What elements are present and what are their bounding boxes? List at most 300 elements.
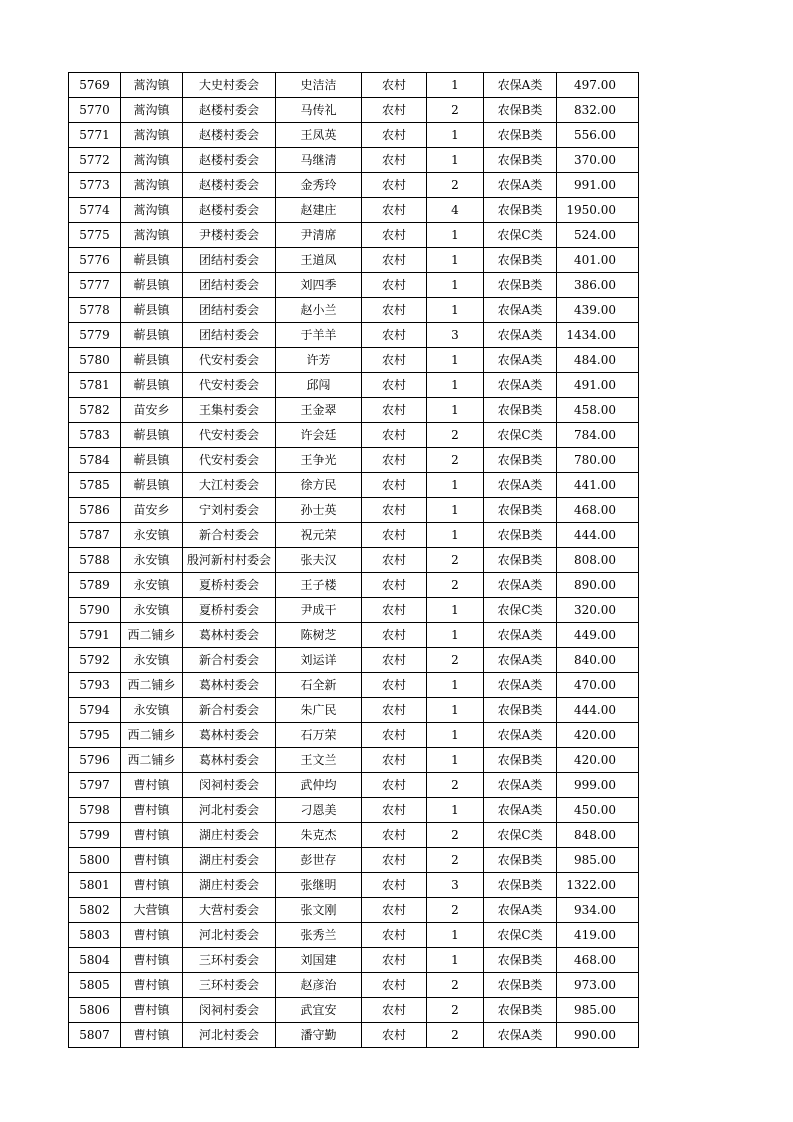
town-cell: 苗安乡 [121, 498, 183, 523]
town-cell: 蒿沟镇 [121, 173, 183, 198]
amount-cell: 439.00 [557, 298, 639, 323]
household-count-cell: 1 [427, 498, 484, 523]
town-cell: 蕲县镇 [121, 298, 183, 323]
area-type-cell: 农村 [362, 1023, 427, 1048]
amount-cell: 990.00 [557, 1023, 639, 1048]
serial-number-cell: 5773 [69, 173, 121, 198]
town-cell: 西二铺乡 [121, 623, 183, 648]
amount-cell: 449.00 [557, 623, 639, 648]
area-type-cell: 农村 [362, 998, 427, 1023]
table-row [69, 423, 639, 448]
town-cell: 蕲县镇 [121, 473, 183, 498]
table-row [69, 348, 639, 373]
insurance-category-cell: 农保C类 [484, 598, 557, 623]
name-cell: 朱克杰 [276, 823, 362, 848]
amount-cell: 468.00 [557, 498, 639, 523]
household-count-cell: 1 [427, 948, 484, 973]
serial-number-cell: 5807 [69, 1023, 121, 1048]
table-row [69, 298, 639, 323]
area-type-cell: 农村 [362, 323, 427, 348]
serial-number-cell: 5786 [69, 498, 121, 523]
area-type-cell: 农村 [362, 398, 427, 423]
town-cell: 西二铺乡 [121, 748, 183, 773]
town-cell: 永安镇 [121, 548, 183, 573]
town-cell: 蕲县镇 [121, 323, 183, 348]
name-cell: 王道凤 [276, 248, 362, 273]
household-count-cell: 2 [427, 773, 484, 798]
amount-cell: 991.00 [557, 173, 639, 198]
insurance-category-cell: 农保A类 [484, 348, 557, 373]
table-row [69, 648, 639, 673]
insurance-category-cell: 农保B类 [484, 948, 557, 973]
name-cell: 赵彦治 [276, 973, 362, 998]
table-row [69, 173, 639, 198]
area-type-cell: 农村 [362, 173, 427, 198]
serial-number-cell: 5769 [69, 73, 121, 98]
table-row [69, 248, 639, 273]
name-cell: 武宜安 [276, 998, 362, 1023]
household-count-cell: 1 [427, 73, 484, 98]
area-type-cell: 农村 [362, 698, 427, 723]
area-type-cell: 农村 [362, 573, 427, 598]
insurance-category-cell: 农保A类 [484, 648, 557, 673]
amount-cell: 985.00 [557, 998, 639, 1023]
amount-cell: 419.00 [557, 923, 639, 948]
area-type-cell: 农村 [362, 498, 427, 523]
household-count-cell: 3 [427, 323, 484, 348]
household-count-cell: 1 [427, 348, 484, 373]
serial-number-cell: 5803 [69, 923, 121, 948]
town-cell: 永安镇 [121, 523, 183, 548]
table-row [69, 998, 639, 1023]
name-cell: 张夫汉 [276, 548, 362, 573]
table-row [69, 448, 639, 473]
name-cell: 陈树芝 [276, 623, 362, 648]
area-type-cell: 农村 [362, 623, 427, 648]
table-row [69, 523, 639, 548]
name-cell: 刘运详 [276, 648, 362, 673]
town-cell: 曹村镇 [121, 998, 183, 1023]
insurance-category-cell: 农保A类 [484, 773, 557, 798]
household-count-cell: 1 [427, 673, 484, 698]
serial-number-cell: 5770 [69, 98, 121, 123]
village-committee-cell: 三环村委会 [183, 973, 276, 998]
name-cell: 彭世存 [276, 848, 362, 873]
table-row [69, 473, 639, 498]
amount-cell: 985.00 [557, 848, 639, 873]
name-cell: 王子楼 [276, 573, 362, 598]
name-cell: 史洁洁 [276, 73, 362, 98]
village-committee-cell: 闵祠村委会 [183, 773, 276, 798]
table-row [69, 73, 639, 98]
serial-number-cell: 5790 [69, 598, 121, 623]
amount-cell: 832.00 [557, 98, 639, 123]
area-type-cell: 农村 [362, 898, 427, 923]
amount-cell: 808.00 [557, 548, 639, 573]
town-cell: 蕲县镇 [121, 273, 183, 298]
household-count-cell: 1 [427, 373, 484, 398]
town-cell: 蕲县镇 [121, 373, 183, 398]
insurance-category-cell: 农保B类 [484, 873, 557, 898]
name-cell: 赵小兰 [276, 298, 362, 323]
amount-cell: 840.00 [557, 648, 639, 673]
insurance-category-cell: 农保A类 [484, 673, 557, 698]
village-committee-cell: 殷河新村村委会 [183, 548, 276, 573]
town-cell: 蒿沟镇 [121, 198, 183, 223]
insurance-category-cell: 农保A类 [484, 173, 557, 198]
amount-cell: 401.00 [557, 248, 639, 273]
village-committee-cell: 赵楼村委会 [183, 173, 276, 198]
amount-cell: 1950.00 [557, 198, 639, 223]
serial-number-cell: 5806 [69, 998, 121, 1023]
name-cell: 许芳 [276, 348, 362, 373]
table-row [69, 898, 639, 923]
village-committee-cell: 团结村委会 [183, 323, 276, 348]
name-cell: 石全新 [276, 673, 362, 698]
serial-number-cell: 5801 [69, 873, 121, 898]
amount-cell: 780.00 [557, 448, 639, 473]
serial-number-cell: 5796 [69, 748, 121, 773]
name-cell: 张文刚 [276, 898, 362, 923]
insurance-category-cell: 农保A类 [484, 723, 557, 748]
name-cell: 孙士英 [276, 498, 362, 523]
village-committee-cell: 团结村委会 [183, 273, 276, 298]
table-row [69, 948, 639, 973]
amount-cell: 320.00 [557, 598, 639, 623]
table-row [69, 273, 639, 298]
insurance-category-cell: 农保B类 [484, 748, 557, 773]
insurance-category-cell: 农保C类 [484, 923, 557, 948]
household-count-cell: 1 [427, 798, 484, 823]
serial-number-cell: 5772 [69, 148, 121, 173]
village-committee-cell: 河北村委会 [183, 798, 276, 823]
table-row [69, 373, 639, 398]
village-committee-cell: 夏桥村委会 [183, 598, 276, 623]
area-type-cell: 农村 [362, 373, 427, 398]
table-row [69, 773, 639, 798]
serial-number-cell: 5792 [69, 648, 121, 673]
village-committee-cell: 葛林村委会 [183, 673, 276, 698]
village-committee-cell: 代安村委会 [183, 348, 276, 373]
table-row [69, 823, 639, 848]
town-cell: 曹村镇 [121, 848, 183, 873]
area-type-cell: 农村 [362, 348, 427, 373]
village-committee-cell: 三环村委会 [183, 948, 276, 973]
table-row [69, 673, 639, 698]
village-committee-cell: 新合村委会 [183, 648, 276, 673]
name-cell: 尹清席 [276, 223, 362, 248]
amount-cell: 491.00 [557, 373, 639, 398]
household-count-cell: 3 [427, 873, 484, 898]
village-committee-cell: 夏桥村委会 [183, 573, 276, 598]
town-cell: 曹村镇 [121, 1023, 183, 1048]
name-cell: 王争光 [276, 448, 362, 473]
area-type-cell: 农村 [362, 923, 427, 948]
name-cell: 朱广民 [276, 698, 362, 723]
household-count-cell: 2 [427, 423, 484, 448]
area-type-cell: 农村 [362, 198, 427, 223]
name-cell: 潘守勤 [276, 1023, 362, 1048]
assistance-ledger-table [68, 72, 639, 1048]
area-type-cell: 农村 [362, 673, 427, 698]
serial-number-cell: 5794 [69, 698, 121, 723]
insurance-category-cell: 农保C类 [484, 823, 557, 848]
amount-cell: 441.00 [557, 473, 639, 498]
town-cell: 曹村镇 [121, 798, 183, 823]
household-count-cell: 1 [427, 748, 484, 773]
town-cell: 蒿沟镇 [121, 223, 183, 248]
village-committee-cell: 大营村委会 [183, 898, 276, 923]
town-cell: 曹村镇 [121, 873, 183, 898]
amount-cell: 1322.00 [557, 873, 639, 898]
name-cell: 许会廷 [276, 423, 362, 448]
serial-number-cell: 5804 [69, 948, 121, 973]
serial-number-cell: 5784 [69, 448, 121, 473]
table-row [69, 623, 639, 648]
area-type-cell: 农村 [362, 73, 427, 98]
town-cell: 蕲县镇 [121, 423, 183, 448]
town-cell: 蒿沟镇 [121, 123, 183, 148]
name-cell: 邱闯 [276, 373, 362, 398]
table-row [69, 198, 639, 223]
village-committee-cell: 代安村委会 [183, 373, 276, 398]
area-type-cell: 农村 [362, 298, 427, 323]
insurance-category-cell: 农保B类 [484, 973, 557, 998]
town-cell: 蕲县镇 [121, 248, 183, 273]
area-type-cell: 农村 [362, 523, 427, 548]
serial-number-cell: 5783 [69, 423, 121, 448]
amount-cell: 458.00 [557, 398, 639, 423]
amount-cell: 973.00 [557, 973, 639, 998]
household-count-cell: 2 [427, 548, 484, 573]
household-count-cell: 1 [427, 723, 484, 748]
table-row [69, 748, 639, 773]
amount-cell: 556.00 [557, 123, 639, 148]
household-count-cell: 1 [427, 273, 484, 298]
household-count-cell: 1 [427, 473, 484, 498]
name-cell: 于羊羊 [276, 323, 362, 348]
insurance-category-cell: 农保B类 [484, 198, 557, 223]
household-count-cell: 2 [427, 848, 484, 873]
area-type-cell: 农村 [362, 648, 427, 673]
serial-number-cell: 5793 [69, 673, 121, 698]
serial-number-cell: 5798 [69, 798, 121, 823]
serial-number-cell: 5789 [69, 573, 121, 598]
household-count-cell: 2 [427, 973, 484, 998]
amount-cell: 444.00 [557, 698, 639, 723]
insurance-category-cell: 农保A类 [484, 73, 557, 98]
insurance-category-cell: 农保B类 [484, 698, 557, 723]
town-cell: 蕲县镇 [121, 448, 183, 473]
area-type-cell: 农村 [362, 948, 427, 973]
household-count-cell: 2 [427, 998, 484, 1023]
town-cell: 永安镇 [121, 648, 183, 673]
village-committee-cell: 宁刘村委会 [183, 498, 276, 523]
village-committee-cell: 赵楼村委会 [183, 98, 276, 123]
serial-number-cell: 5780 [69, 348, 121, 373]
household-count-cell: 4 [427, 198, 484, 223]
village-committee-cell: 湖庄村委会 [183, 873, 276, 898]
serial-number-cell: 5805 [69, 973, 121, 998]
name-cell: 张秀兰 [276, 923, 362, 948]
serial-number-cell: 5799 [69, 823, 121, 848]
serial-number-cell: 5781 [69, 373, 121, 398]
amount-cell: 370.00 [557, 148, 639, 173]
name-cell: 金秀玲 [276, 173, 362, 198]
amount-cell: 470.00 [557, 673, 639, 698]
village-committee-cell: 葛林村委会 [183, 748, 276, 773]
amount-cell: 497.00 [557, 73, 639, 98]
household-count-cell: 1 [427, 123, 484, 148]
area-type-cell: 农村 [362, 723, 427, 748]
area-type-cell: 农村 [362, 223, 427, 248]
insurance-category-cell: 农保A类 [484, 623, 557, 648]
ledger-body [69, 73, 639, 1048]
village-committee-cell: 新合村委会 [183, 523, 276, 548]
table-row [69, 223, 639, 248]
household-count-cell: 2 [427, 898, 484, 923]
insurance-category-cell: 农保B类 [484, 123, 557, 148]
area-type-cell: 农村 [362, 823, 427, 848]
serial-number-cell: 5777 [69, 273, 121, 298]
amount-cell: 524.00 [557, 223, 639, 248]
insurance-category-cell: 农保B类 [484, 998, 557, 1023]
area-type-cell: 农村 [362, 848, 427, 873]
name-cell: 祝元荣 [276, 523, 362, 548]
village-committee-cell: 赵楼村委会 [183, 123, 276, 148]
table-row [69, 1023, 639, 1048]
serial-number-cell: 5782 [69, 398, 121, 423]
household-count-cell: 2 [427, 1023, 484, 1048]
village-committee-cell: 团结村委会 [183, 298, 276, 323]
table-row [69, 123, 639, 148]
area-type-cell: 农村 [362, 273, 427, 298]
serial-number-cell: 5779 [69, 323, 121, 348]
insurance-category-cell: 农保A类 [484, 898, 557, 923]
area-type-cell: 农村 [362, 598, 427, 623]
insurance-category-cell: 农保A类 [484, 1023, 557, 1048]
amount-cell: 784.00 [557, 423, 639, 448]
name-cell: 王文兰 [276, 748, 362, 773]
area-type-cell: 农村 [362, 473, 427, 498]
insurance-category-cell: 农保A类 [484, 298, 557, 323]
serial-number-cell: 5778 [69, 298, 121, 323]
serial-number-cell: 5775 [69, 223, 121, 248]
amount-cell: 999.00 [557, 773, 639, 798]
household-count-cell: 2 [427, 823, 484, 848]
household-count-cell: 1 [427, 923, 484, 948]
household-count-cell: 1 [427, 398, 484, 423]
village-committee-cell: 团结村委会 [183, 248, 276, 273]
area-type-cell: 农村 [362, 98, 427, 123]
insurance-category-cell: 农保A类 [484, 573, 557, 598]
name-cell: 武仲均 [276, 773, 362, 798]
insurance-category-cell: 农保A类 [484, 798, 557, 823]
village-committee-cell: 王集村委会 [183, 398, 276, 423]
name-cell: 徐方民 [276, 473, 362, 498]
serial-number-cell: 5785 [69, 473, 121, 498]
insurance-category-cell: 农保A类 [484, 473, 557, 498]
village-committee-cell: 大江村委会 [183, 473, 276, 498]
name-cell: 马传礼 [276, 98, 362, 123]
village-committee-cell: 尹楼村委会 [183, 223, 276, 248]
name-cell: 马继清 [276, 148, 362, 173]
town-cell: 永安镇 [121, 573, 183, 598]
amount-cell: 468.00 [557, 948, 639, 973]
name-cell: 赵建庄 [276, 198, 362, 223]
village-committee-cell: 赵楼村委会 [183, 198, 276, 223]
village-committee-cell: 河北村委会 [183, 1023, 276, 1048]
village-committee-cell: 湖庄村委会 [183, 848, 276, 873]
amount-cell: 848.00 [557, 823, 639, 848]
area-type-cell: 农村 [362, 873, 427, 898]
insurance-category-cell: 农保C类 [484, 423, 557, 448]
name-cell: 刘国建 [276, 948, 362, 973]
area-type-cell: 农村 [362, 773, 427, 798]
area-type-cell: 农村 [362, 548, 427, 573]
area-type-cell: 农村 [362, 448, 427, 473]
insurance-category-cell: 农保B类 [484, 523, 557, 548]
area-type-cell: 农村 [362, 148, 427, 173]
insurance-category-cell: 农保A类 [484, 323, 557, 348]
insurance-category-cell: 农保B类 [484, 248, 557, 273]
village-committee-cell: 大史村委会 [183, 73, 276, 98]
amount-cell: 420.00 [557, 723, 639, 748]
name-cell: 王金翠 [276, 398, 362, 423]
insurance-category-cell: 农保B类 [484, 148, 557, 173]
town-cell: 西二铺乡 [121, 673, 183, 698]
table-row [69, 148, 639, 173]
town-cell: 苗安乡 [121, 398, 183, 423]
town-cell: 永安镇 [121, 698, 183, 723]
town-cell: 蒿沟镇 [121, 98, 183, 123]
town-cell: 蕲县镇 [121, 348, 183, 373]
table-row [69, 498, 639, 523]
table-row [69, 923, 639, 948]
amount-cell: 484.00 [557, 348, 639, 373]
village-committee-cell: 葛林村委会 [183, 723, 276, 748]
insurance-category-cell: 农保B类 [484, 548, 557, 573]
household-count-cell: 2 [427, 98, 484, 123]
serial-number-cell: 5802 [69, 898, 121, 923]
area-type-cell: 农村 [362, 423, 427, 448]
insurance-category-cell: 农保B类 [484, 98, 557, 123]
household-count-cell: 2 [427, 173, 484, 198]
insurance-category-cell: 农保B类 [484, 273, 557, 298]
insurance-category-cell: 农保B类 [484, 498, 557, 523]
insurance-category-cell: 农保B类 [484, 448, 557, 473]
insurance-category-cell: 农保B类 [484, 398, 557, 423]
household-count-cell: 1 [427, 698, 484, 723]
area-type-cell: 农村 [362, 973, 427, 998]
name-cell: 石万荣 [276, 723, 362, 748]
village-committee-cell: 河北村委会 [183, 923, 276, 948]
village-committee-cell: 代安村委会 [183, 448, 276, 473]
amount-cell: 934.00 [557, 898, 639, 923]
village-committee-cell: 代安村委会 [183, 423, 276, 448]
amount-cell: 450.00 [557, 798, 639, 823]
table-row [69, 548, 639, 573]
town-cell: 曹村镇 [121, 948, 183, 973]
household-count-cell: 1 [427, 298, 484, 323]
table-row [69, 848, 639, 873]
serial-number-cell: 5776 [69, 248, 121, 273]
serial-number-cell: 5771 [69, 123, 121, 148]
household-count-cell: 1 [427, 248, 484, 273]
area-type-cell: 农村 [362, 798, 427, 823]
town-cell: 曹村镇 [121, 973, 183, 998]
town-cell: 大营镇 [121, 898, 183, 923]
